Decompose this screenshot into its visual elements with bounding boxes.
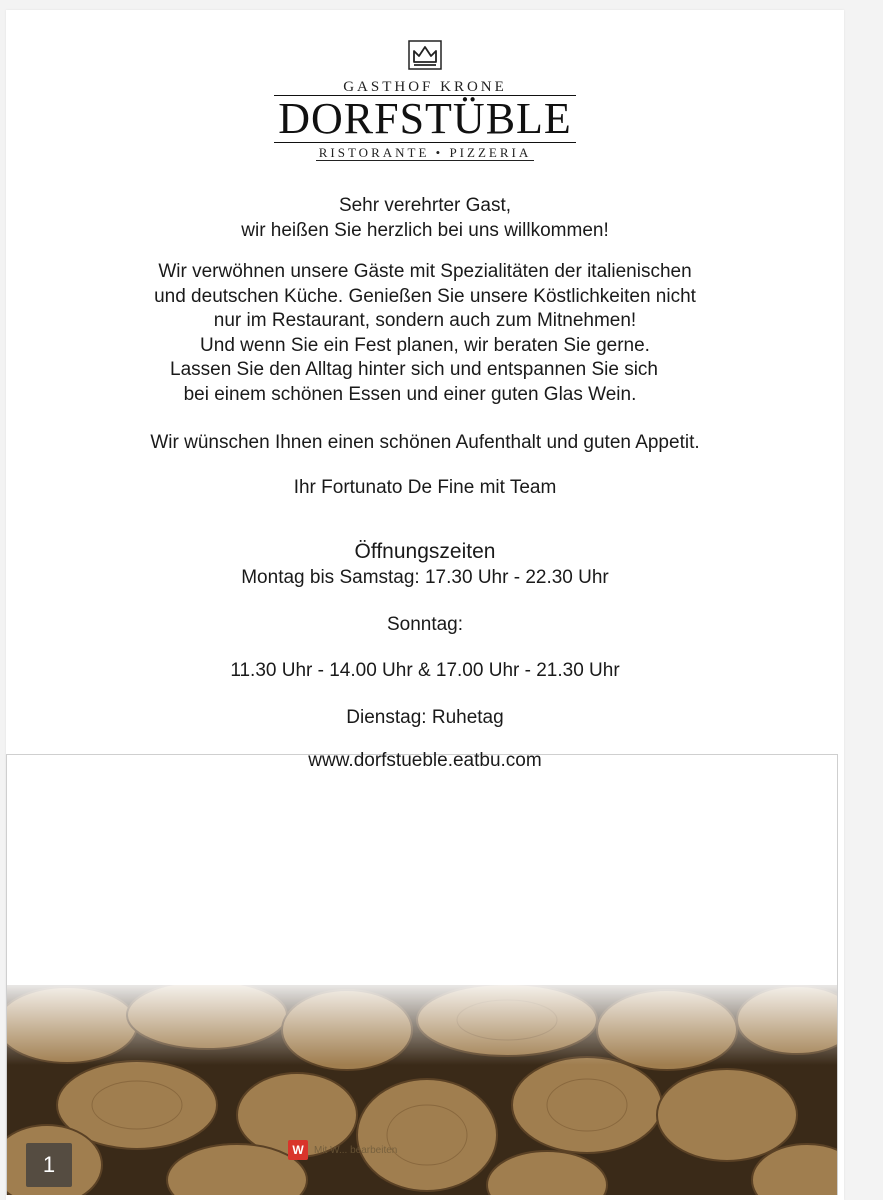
hours-weekdays: Montag bis Samstag: 17.30 Uhr - 22.30 Uhr	[241, 567, 609, 588]
logo-subtitle-top: GASTHOF KRONE	[343, 79, 507, 95]
hours-sunday-label: Sonntag:	[386, 614, 464, 635]
badge-label: Mit W... bearbeiten	[314, 1144, 398, 1156]
greeting-line: Sehr verehrter Gast,	[338, 195, 512, 216]
image-fade	[7, 975, 837, 1065]
restaurant-logo	[6, 40, 844, 161]
intro-line: nur im Restaurant, sondern auch zum Mitnehmen!	[213, 310, 637, 331]
edit-badge[interactable]	[288, 1140, 397, 1160]
website-link[interactable]: www.dorfstueble.eatbu.com	[308, 750, 542, 771]
hours-closed-day: Dienstag: Ruhetag	[346, 707, 504, 728]
intro-paragraph	[6, 260, 844, 407]
menu-page	[6, 10, 844, 1200]
logo-name: DORFSTÜBLE	[6, 95, 844, 143]
wood-image-frame	[6, 754, 838, 1195]
intro-line: Lassen Sie den Alltag hinter sich und entspannen Sie sich	[170, 359, 658, 380]
intro-line: und deutschen Küche. Genießen Sie unsere Köstlichkeiten nicht	[154, 285, 696, 307]
crown-icon	[408, 40, 442, 70]
page-number-indicator: 1	[26, 1143, 72, 1187]
app-logo-icon: W	[288, 1140, 308, 1160]
greeting-line: wir heißen Sie herzlich bei uns willkommen!	[241, 219, 609, 241]
intro-line: bei einem schönen Essen und einer guten Glas Wein.	[183, 383, 637, 405]
signature: Ihr Fortunato De Fine mit Team	[293, 477, 557, 498]
hours-sunday-times: 11.30 Uhr - 14.00 Uhr & 17.00 Uhr - 21.30 Uhr	[230, 660, 620, 681]
hours-title: Öffnungszeiten	[354, 540, 496, 563]
logo-subtitle-bottom: RISTORANTE • PIZZERIA	[6, 145, 844, 161]
intro-line: Wir verwöhnen unsere Gäste mit Spezialitäten der italienischen	[158, 261, 692, 282]
wish-text: Wir wünschen Ihnen einen schönen Aufenthalt und guten Appetit.	[150, 432, 700, 453]
greeting	[6, 194, 844, 243]
intro-line: Und wenn Sie ein Fest planen, wir beraten Sie gerne.	[200, 334, 650, 356]
